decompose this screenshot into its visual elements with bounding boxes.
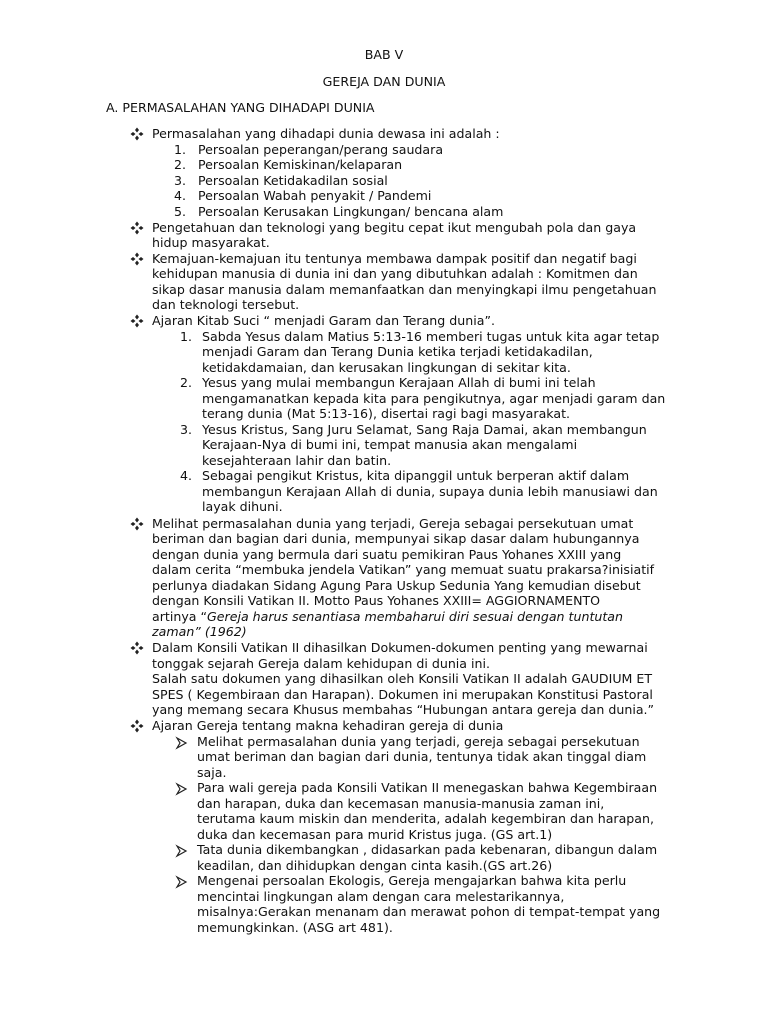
paragraph-line: Melihat permasalahan dunia yang terjadi, Gereja sebagai persekutuan umat: [152, 516, 634, 531]
list-number: 4.: [173, 188, 186, 203]
paragraph-line: Dalam Konsili Vatikan II dihasilkan Dokumen-dokumen penting yang mewarnai: [152, 640, 648, 655]
paragraph-line: sikap dasar manusia dalam memanfaatkan dan menyingkapi ilmu pengetahuan: [152, 282, 657, 297]
list-item: Persoalan peperangan/perang saudara: [198, 142, 444, 157]
section-heading: A. PERMASALAHAN YANG DIHADAPI DUNIA: [106, 100, 375, 115]
sub-item-line: saja.: [197, 765, 227, 780]
list-number: 2.: [179, 375, 192, 390]
paragraph-line: Pengetahuan dan teknologi yang begitu cepat ikut mengubah pola dan gaya: [152, 220, 637, 235]
sub-item-line: terutama kaum miskin dan menderita, adalah kegembiran dan harapan,: [197, 811, 655, 826]
paragraph-line: [152, 624, 247, 640]
paragraph-line: yang memang secara Khusus membahas “Hubungan antara gereja dan dunia.”: [152, 702, 655, 717]
paragraph-line: Salah satu dokumen yang dihasilkan oleh Konsili Vatikan II adalah GAUDIUM ET: [152, 671, 653, 686]
paragraph-line: kehidupan manusia di dunia ini dan yang dibutuhkan adalah : Komitmen dan: [152, 266, 638, 281]
list-item-line: Yesus Kristus, Sang Juru Selamat, Sang Raja Damai, akan membangun: [202, 422, 647, 437]
sub-item-line: dan harapan, duka dan kecemasan manusia-manusia zaman ini,: [197, 796, 605, 811]
sub-item-line: Mengenai persoalan Ekologis, Gereja mengajarkan bahwa kita perlu: [197, 873, 627, 888]
list-number: 3.: [179, 422, 192, 437]
paragraph-line: hidup masyarakat.: [152, 235, 270, 250]
arrowhead-bullet-icon: [175, 844, 189, 858]
sub-item-line: Melihat permasalahan dunia yang terjadi, gereja sebagai persekutuan: [197, 734, 640, 749]
diamond-cross-bullet-icon: [130, 719, 144, 733]
bullet-text: Ajaran Kitab Suci “ menjadi Garam dan Terang dunia”.: [152, 313, 495, 328]
sub-item-line: duka dan kecemasan para murid Kristus juga. (GS art.1): [197, 827, 553, 842]
list-item-line: Yesus yang mulai membangun Kerajaan Allah di bumi ini telah: [202, 375, 596, 390]
paragraph-line: beriman dan bagian dari dunia, mempunyai sikap dasar dalam hubungannya: [152, 531, 640, 546]
diamond-cross-bullet-icon: [130, 517, 144, 531]
sub-item-line: mencintai lingkungan alam dengan cara melestarikannya,: [197, 889, 565, 904]
list-number: 1.: [173, 142, 186, 157]
list-number: 5.: [173, 204, 186, 219]
chapter-title: GEREJA DAN DUNIA: [322, 74, 446, 89]
list-item: Persoalan Ketidakadilan sosial: [198, 173, 388, 188]
sub-item-line: misalnya:Gerakan menanam dan merawat pohon di tempat-tempat yang: [197, 904, 661, 919]
paragraph-line: perlunya diadakan Sidang Agung Para Uskup Sedunia Yang kemudian disebut: [152, 578, 641, 593]
list-item-line: ketidakdamaian, dan kerusakan lingkungan di sekitar kita.: [202, 360, 571, 375]
chapter-label: BAB V: [364, 47, 404, 62]
paragraph-line: tonggak sejarah Gereja dalam kehidupan di dunia ini.: [152, 656, 491, 671]
list-item-line: terang dunia (Mat 5:13-16), disertai ragi bagi masyarakat.: [202, 406, 571, 421]
arrowhead-bullet-icon: [175, 782, 189, 796]
list-item-line: menjadi Garam dan Terang Dunia ketika terjadi ketidakadilan,: [202, 344, 593, 359]
paragraph-line: dalam cerita “membuka jendela Vatikan” yang memuat suatu prakarsa?inisiatif: [152, 562, 655, 577]
list-item-line: Sabda Yesus dalam Matius 5:13-16 memberi tugas untuk kita agar tetap: [202, 329, 660, 344]
italic-quote: Gereja harus senantiasa membaharui diri sesuai dengan tuntutan: [207, 609, 623, 624]
sub-item-line: keadilan, dan dihidupkan dengan cinta kasih.(GS art.26): [197, 858, 553, 873]
bullet-text: Ajaran Gereja tentang makna kehadiran gereja di dunia: [152, 718, 504, 733]
list-item-line: Sebagai pengikut Kristus, kita dipanggil untuk berperan aktif dalam: [202, 468, 630, 483]
list-item: Persoalan Kerusakan Lingkungan/ bencana alam: [198, 204, 504, 219]
italic-quote: zaman” (1962): [152, 624, 247, 639]
paragraph-line: dan teknologi tersebut.: [152, 297, 300, 312]
diamond-cross-bullet-icon: [130, 221, 144, 235]
paragraph-line: [152, 609, 623, 625]
sub-item-line: memungkinkan. (ASG art 481).: [197, 920, 393, 935]
sub-item-line: Tata dunia dikembangkan , didasarkan pada kebenaran, dibangun dalam: [197, 842, 658, 857]
artinya-prefix: artinya “: [152, 609, 208, 624]
list-item-line: membangun Kerajaan Allah di dunia, supaya dunia lebih manusiawi dan: [202, 484, 658, 499]
diamond-cross-bullet-icon: [130, 314, 144, 328]
list-item-line: kesejahteraan lahir dan batin.: [202, 453, 392, 468]
paragraph-line: dengan Konsili Vatikan II. Motto Paus Yohanes XXIII= AGGIORNAMENTO: [152, 593, 601, 608]
diamond-cross-bullet-icon: [130, 252, 144, 266]
diamond-cross-bullet-icon: [130, 641, 144, 655]
sub-item-line: umat beriman dan bagian dari dunia, tentunya tidak akan tinggal diam: [197, 749, 647, 764]
list-number: 3.: [173, 173, 186, 188]
list-number: 2.: [173, 157, 186, 172]
bullet-text: Permasalahan yang dihadapi dunia dewasa ini adalah :: [152, 126, 500, 141]
list-item-line: Kerajaan-Nya di bumi ini, tempat manusia akan mengalami: [202, 437, 578, 452]
arrowhead-bullet-icon: [175, 875, 189, 889]
paragraph-line: dengan dunia yang bermula dari suatu pemikiran Paus Yohanes XXIII yang: [152, 547, 622, 562]
list-number: 1.: [179, 329, 192, 344]
arrowhead-bullet-icon: [175, 736, 189, 750]
list-number: 4.: [179, 468, 192, 483]
paragraph-line: SPES ( Kegembiraan dan Harapan). Dokumen ini merupakan Konstitusi Pastoral: [152, 687, 653, 702]
sub-item-line: Para wali gereja pada Konsili Vatikan II menegaskan bahwa Kegembiraan: [197, 780, 658, 795]
diamond-cross-bullet-icon: [130, 127, 144, 141]
list-item: Persoalan Kemiskinan/kelaparan: [198, 157, 403, 172]
list-item-line: mengamanatkan kepada kita para pengikutnya, agar menjadi garam dan: [202, 391, 666, 406]
list-item: Persoalan Wabah penyakit / Pandemi: [198, 188, 432, 203]
paragraph-line: Kemajuan-kemajuan itu tentunya membawa dampak positif dan negatif bagi: [152, 251, 637, 266]
list-item-line: layak dihuni.: [202, 499, 283, 514]
